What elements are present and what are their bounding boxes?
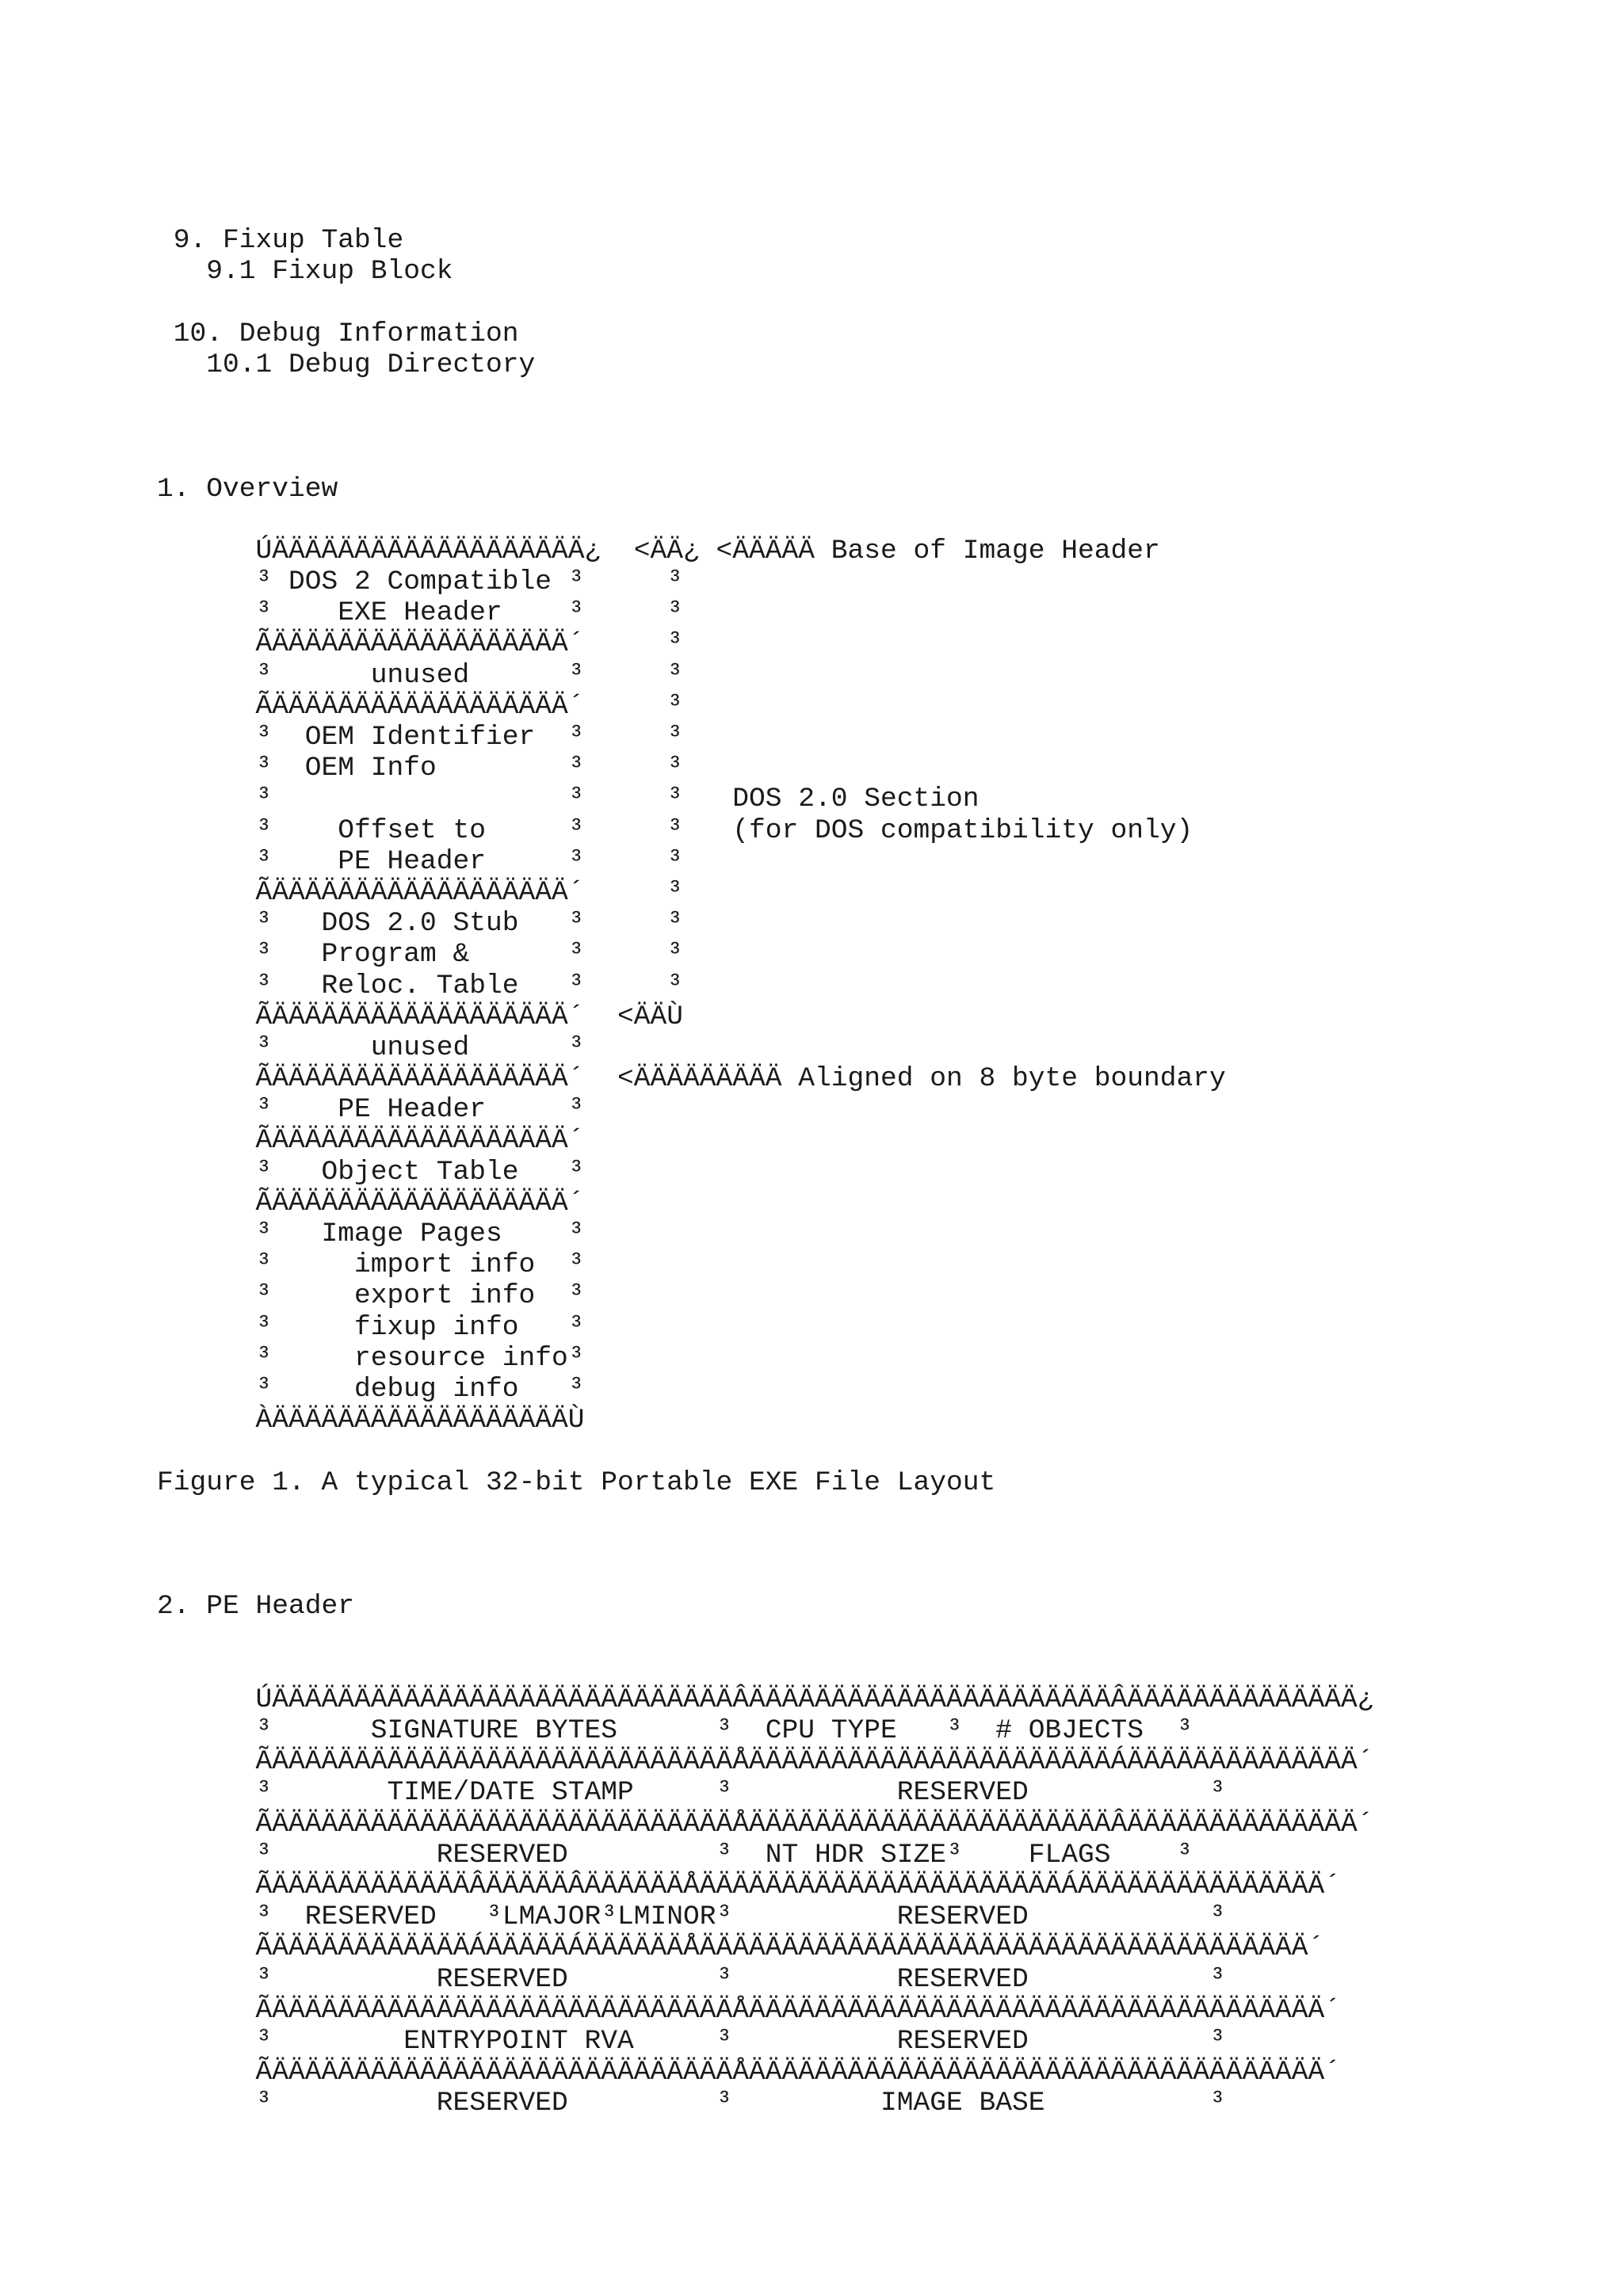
text-line (157, 505, 1374, 536)
text-line: 9.1 Fixup Block (157, 256, 453, 288)
text-line: ³ debug info ³ (157, 1373, 585, 1405)
text-line: ³ PE Header ³ ³ (157, 845, 684, 877)
text-line: 2. PE Header (157, 1591, 355, 1623)
text-line: ³ Reloc. Table ³ ³ (157, 970, 684, 1001)
text-line: ÃÄÄÄÄÄÄÄÄÄÄÄÄÄÄÄÄÄÄ´ <ÄÄÙ (157, 1001, 684, 1032)
text-line: 10. Debug Information (157, 318, 519, 349)
text-line: ÃÄÄÄÄÄÄÄÄÄÄÄÄÄÄÄÄÄÄ´ (157, 1187, 585, 1219)
text-line: ³ import info ³ (157, 1249, 585, 1281)
text-line: ÚÄÄÄÄÄÄÄÄÄÄÄÄÄÄÄÄÄÄÄ¿ <ÄÄ¿ <ÄÄÄÄÄ Base of Image Header (157, 535, 1160, 566)
text-line: ³ fixup info ³ (157, 1311, 585, 1343)
text-line: ÃÄÄÄÄÄÄÄÄÄÄÄÄÄÄÄÄÄÄÄÄÄÄÄÄÄÄÄÄÅÄÄÄÄÄÄÄÄÄÄÄÄÄÄÄÄÄÄÄÄÄÄÄÄÄÄÄÄÄÄÄÄÄÄÄ´ (157, 2057, 1342, 2088)
text-line (157, 1560, 1374, 1591)
text-line: ³ TIME/DATE STAMP ³ RESERVED ³ (157, 1777, 1226, 1809)
text-line (157, 1529, 1374, 1560)
text-line: ³ Program & ³ ³ (157, 939, 684, 971)
text-line: ÃÄÄÄÄÄÄÄÄÄÄÄÄÄÄÄÄÄÄ´ <ÄÄÄÄÄÄÄÄÄ Aligned on 8 byte boundary (157, 1063, 1226, 1095)
text-line: ³ OEM Identifier ³ ³ (157, 722, 684, 753)
text-line (157, 442, 1374, 473)
document-text (157, 225, 1374, 2119)
text-line: ÃÄÄÄÄÄÄÄÄÄÄÄÄÄÄÄÄÄÄ´ (157, 1125, 585, 1157)
text-line (157, 1622, 1374, 1653)
text-line: ÃÄÄÄÄÄÄÄÄÄÄÄÄÄÄÄÄÄÄ´ ³ (157, 628, 684, 660)
text-line: ÃÄÄÄÄÄÄÄÄÄÄÄÄÄÄÄÄÄÄ´ ³ (157, 690, 684, 722)
text-line: ÃÄÄÄÄÄÄÄÄÄÄÄÄÄÄÄÄÄÄÄÄÄÄÄÄÄÄÄÄÅÄÄÄÄÄÄÄÄÄÄÄÄÄÄÄÄÄÄÄÄÄÄÁÄÄÄÄÄÄÄÄÄÄÄÄÄÄ´ (157, 1746, 1374, 1778)
text-line: 10.1 Debug Directory (157, 349, 536, 380)
text-line: ³ EXE Header ³ ³ (157, 597, 684, 629)
text-line: ³ unused ³ (157, 1032, 585, 1063)
text-line: ³ RESERVED ³ RESERVED ³ (157, 1963, 1226, 1995)
text-line: ÃÄÄÄÄÄÄÄÄÄÄÄÄÄÄÄÄÄÄ´ ³ (157, 876, 684, 908)
text-line: ÃÄÄÄÄÄÄÄÄÄÄÄÄÄÄÄÄÄÄÄÄÄÄÄÄÄÄÄÄÅÄÄÄÄÄÄÄÄÄÄÄÄÄÄÄÄÄÄÄÄÄÄÄÄÄÄÄÄÄÄÄÄÄÄÄ´ (157, 1994, 1342, 2026)
text-line: ³ PE Header ³ (157, 1094, 585, 1126)
text-line: ³ ENTRYPOINT RVA ³ RESERVED ³ (157, 2025, 1226, 2057)
text-line (157, 1498, 1374, 1529)
text-line: ³ Object Table ³ (157, 1156, 585, 1188)
text-line: ³ RESERVED ³ IMAGE BASE ³ (157, 2088, 1226, 2119)
text-line (157, 1436, 1374, 1466)
text-line: ³ RESERVED ³ NT HDR SIZE³ FLAGS ³ (157, 1839, 1193, 1871)
text-line: ÀÄÄÄÄÄÄÄÄÄÄÄÄÄÄÄÄÄÄÙ (157, 1405, 585, 1436)
text-line: ³ OEM Info ³ ³ (157, 753, 684, 784)
text-line: ³ Image Pages ³ (157, 1219, 585, 1249)
text-line: ÃÄÄÄÄÄÄÄÄÄÄÄÄÄÄÄÄÄÄÄÄÄÄÄÄÄÄÄÄÅÄÄÄÄÄÄÄÄÄÄÄÄÄÄÄÄÄÄÄÄÄÄÂÄÄÄÄÄÄÄÄÄÄÄÄÄÄ´ (157, 1808, 1374, 1840)
text-line: Figure 1. A typical 32-bit Portable EXE File Layout (157, 1466, 996, 1498)
text-line: ³ unused ³ ³ (157, 659, 684, 691)
text-line (157, 411, 1374, 442)
text-line: 9. Fixup Table (157, 225, 404, 256)
text-line: ÃÄÄÄÄÄÄÄÄÄÄÄÄÁÄÄÄÄÄÁÄÄÄÄÄÄÅÄÄÄÄÄÄÄÄÄÄÄÄÄÄÄÄÄÄÄÄÄÄÄÄÄÄÄÄÄÄÄÄÄÄÄÄÄ´ (157, 1932, 1325, 1964)
text-line: ³ DOS 2 Compatible ³ ³ (157, 566, 684, 598)
text-line: 1. Overview (157, 473, 338, 505)
text-line: ³ export info ³ (157, 1280, 585, 1312)
text-line: ³ resource info³ (157, 1342, 585, 1374)
text-line: ³ SIGNATURE BYTES ³ CPU TYPE ³ # OBJECTS ³ (157, 1715, 1193, 1746)
text-line: ³ Offset to ³ ³ (for DOS compatibility only) (157, 814, 1193, 846)
text-line (157, 1653, 1374, 1684)
text-line (157, 380, 1374, 411)
text-line: ÃÄÄÄÄÄÄÄÄÄÄÄÄÂÄÄÄÄÄÂÄÄÄÄÄÄÅÄÄÄÄÄÄÄÄÄÄÄÄÄÄÄÄÄÄÄÄÄÄÁÄÄÄÄÄÄÄÄÄÄÄÄÄÄÄ´ (157, 1870, 1342, 1901)
text-line: ³ DOS 2.0 Stub ³ ³ (157, 908, 684, 940)
text-line: ³ ³ ³ DOS 2.0 Section (157, 784, 980, 815)
text-line: ³ RESERVED ³LMAJOR³LMINOR³ RESERVED ³ (157, 1901, 1226, 1933)
text-line (157, 287, 1374, 318)
text-line: ÚÄÄÄÄÄÄÄÄÄÄÄÄÄÄÄÄÄÄÄÄÄÄÄÄÄÄÄÄÂÄÄÄÄÄÄÄÄÄÄÄÄÄÄÄÄÄÄÄÄÄÄÂÄÄÄÄÄÄÄÄÄÄÄÄÄÄ¿ (157, 1684, 1374, 1715)
